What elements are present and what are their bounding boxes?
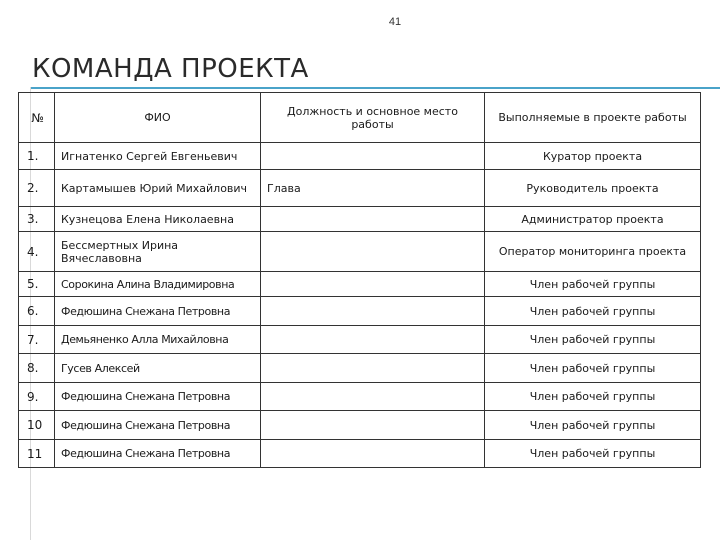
row-tasks: Член рабочей группы — [485, 411, 701, 440]
table-header-row — [19, 93, 701, 143]
table-row — [19, 297, 701, 326]
row-tasks: Администратор проекта — [485, 207, 701, 232]
header-num: № — [19, 93, 55, 143]
row-num: 4. — [19, 232, 55, 272]
row-num: 9. — [19, 383, 55, 411]
row-tasks: Член рабочей группы — [485, 354, 701, 383]
row-tasks: Куратор проекта — [485, 143, 701, 170]
row-fio: Картамышев Юрий Михайлович — [55, 170, 261, 207]
row-position — [261, 272, 485, 297]
row-fio: Гусев Алексей — [55, 354, 261, 383]
row-num: 7. — [19, 326, 55, 354]
table-row — [19, 232, 701, 272]
row-tasks: Член рабочей группы — [485, 326, 701, 354]
row-fio: Бессмертных Ирина Вячеславовна — [55, 232, 261, 272]
row-num: 1. — [19, 143, 55, 170]
row-fio: Федюшина Снежана Петровна — [55, 440, 261, 468]
row-position — [261, 207, 485, 232]
title-underline — [30, 87, 720, 89]
table-row — [19, 326, 701, 354]
row-fio: Демьяненко Алла Михайловна — [55, 326, 261, 354]
row-position — [261, 143, 485, 170]
table-row — [19, 440, 701, 468]
header-position: Должность и основное место работы — [261, 93, 485, 143]
row-fio: Федюшина Снежана Петровна — [55, 297, 261, 326]
row-tasks: Член рабочей группы — [485, 440, 701, 468]
row-position — [261, 440, 485, 468]
row-tasks: Член рабочей группы — [485, 383, 701, 411]
row-position — [261, 383, 485, 411]
table-row — [19, 207, 701, 232]
table-row — [19, 170, 701, 207]
row-position — [261, 411, 485, 440]
row-fio: Федюшина Снежана Петровна — [55, 383, 261, 411]
row-num: 11 — [19, 440, 55, 468]
row-tasks: Член рабочей группы — [485, 272, 701, 297]
row-num: 2. — [19, 170, 55, 207]
row-fio: Федюшина Снежана Петровна — [55, 411, 261, 440]
table-row — [19, 143, 701, 170]
row-num: 10 — [19, 411, 55, 440]
row-num: 6. — [19, 297, 55, 326]
row-fio: Сорокина Алина Владимировна — [55, 272, 261, 297]
page-title: КОМАНДА ПРОЕКТА — [32, 54, 309, 84]
slide-number: 41 — [388, 16, 402, 28]
row-fio: Кузнецова Елена Николаевна — [55, 207, 261, 232]
row-position: Глава — [261, 170, 485, 207]
table-row — [19, 411, 701, 440]
row-position — [261, 354, 485, 383]
header-fio: ФИО — [55, 93, 261, 143]
project-team-table — [18, 92, 701, 468]
table-row — [19, 383, 701, 411]
row-position — [261, 297, 485, 326]
row-num: 5. — [19, 272, 55, 297]
table-row — [19, 354, 701, 383]
row-tasks: Оператор мониторинга проекта — [485, 232, 701, 272]
row-fio: Игнатенко Сергей Евгеньевич — [55, 143, 261, 170]
row-num: 3. — [19, 207, 55, 232]
row-position — [261, 326, 485, 354]
header-tasks: Выполняемые в проекте работы — [485, 93, 701, 143]
row-tasks: Руководитель проекта — [485, 170, 701, 207]
row-num: 8. — [19, 354, 55, 383]
table-row — [19, 272, 701, 297]
row-position — [261, 232, 485, 272]
row-tasks: Член рабочей группы — [485, 297, 701, 326]
